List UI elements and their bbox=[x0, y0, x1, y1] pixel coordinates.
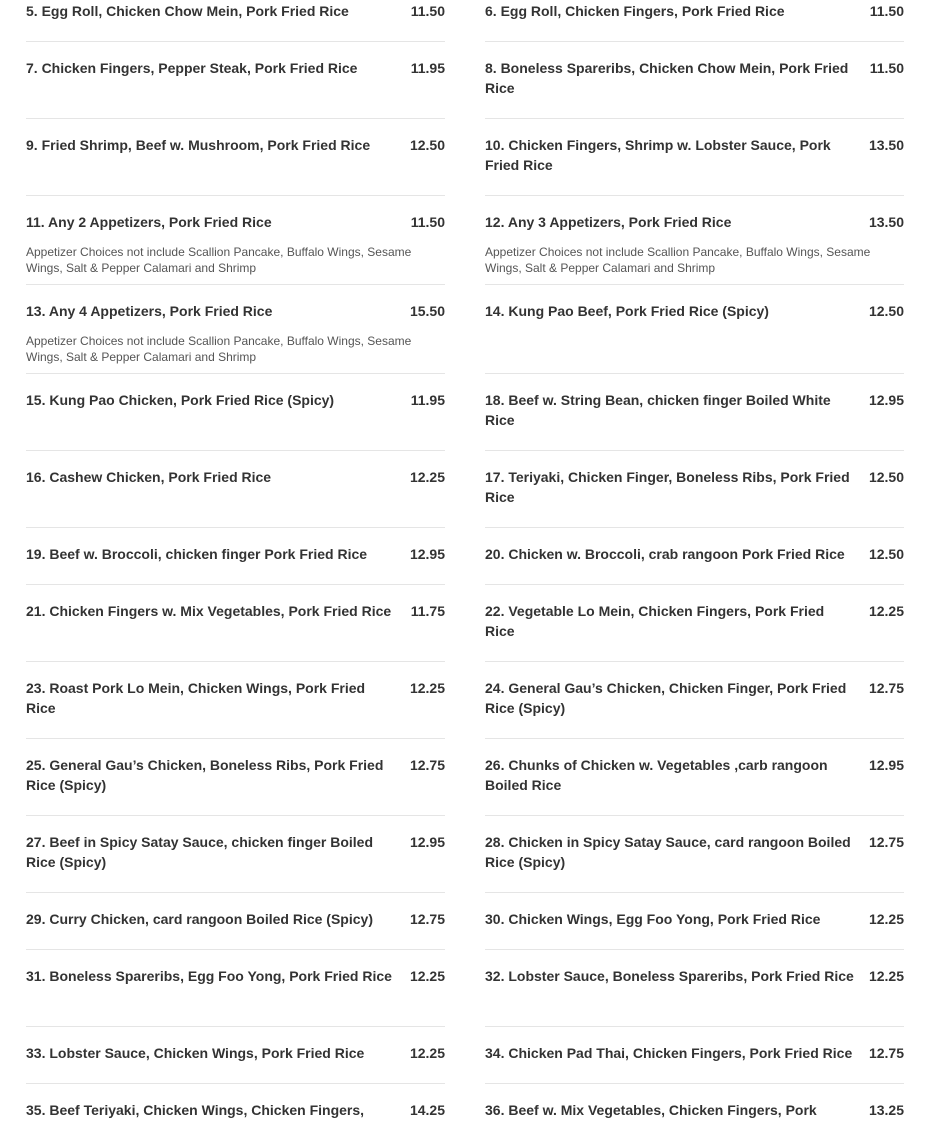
menu-item-price: 12.75 bbox=[868, 834, 904, 850]
menu-item-name: 14. Kung Pao Beef, Pork Fried Rice (Spicy) bbox=[485, 303, 769, 319]
menu-item-description: Appetizer Choices not include Scallion Pancake, Buffalo Wings, Sesame Wings, Salt & Pepper Calamari and Shrimp bbox=[26, 334, 412, 364]
menu-item-name: 23. Roast Pork Lo Mein, Chicken Wings, Pork Fried Rice bbox=[26, 680, 366, 716]
menu-item-name: 29. Curry Chicken, card rangoon Boiled Rice (Spicy) bbox=[26, 911, 373, 927]
menu-item-name: 11. Any 2 Appetizers, Pork Fried Rice bbox=[26, 214, 272, 230]
menu-item[interactable] bbox=[26, 909, 445, 950]
menu-item-price: 12.25 bbox=[868, 603, 904, 619]
menu-item-name: 31. Boneless Spareribs, Egg Foo Yong, Pork Fried Rice bbox=[26, 968, 392, 984]
menu-item-price: 12.50 bbox=[868, 546, 904, 562]
menu-item-name: 13. Any 4 Appetizers, Pork Fried Rice bbox=[26, 303, 273, 319]
menu-item-name: 34. Chicken Pad Thai, Chicken Fingers, Pork Fried Rice bbox=[485, 1045, 853, 1061]
menu-item-name: 7. Chicken Fingers, Pepper Steak, Pork Fried Rice bbox=[26, 60, 358, 76]
menu-item-name: 33. Lobster Sauce, Chicken Wings, Pork Fried Rice bbox=[26, 1045, 365, 1061]
menu-item-price: 12.25 bbox=[409, 968, 445, 984]
menu-item[interactable] bbox=[26, 832, 445, 893]
menu-item[interactable] bbox=[26, 58, 445, 119]
menu-item[interactable] bbox=[485, 58, 904, 119]
menu-item-price: 11.95 bbox=[410, 60, 445, 76]
menu-item[interactable] bbox=[26, 544, 445, 585]
menu-item[interactable] bbox=[26, 467, 445, 528]
menu-item-price: 12.25 bbox=[409, 1045, 445, 1061]
menu-item-name: 8. Boneless Spareribs, Chicken Chow Mein, Pork Fried Rice bbox=[485, 60, 849, 96]
menu-item-name: 36. Beef w. Mix Vegetables, Chicken Fingers, Pork bbox=[485, 1102, 817, 1118]
menu-item[interactable] bbox=[485, 909, 904, 950]
menu-item-price: 12.50 bbox=[868, 469, 904, 485]
menu-item-price: 15.50 bbox=[409, 303, 445, 319]
menu-item[interactable] bbox=[485, 1100, 904, 1121]
menu-item[interactable] bbox=[26, 301, 445, 374]
menu-item[interactable] bbox=[485, 1, 904, 42]
menu-item[interactable] bbox=[26, 601, 445, 662]
menu-item-price: 12.25 bbox=[868, 968, 904, 984]
menu-item-name: 30. Chicken Wings, Egg Foo Yong, Pork Fried Rice bbox=[485, 911, 821, 927]
menu-item-name: 5. Egg Roll, Chicken Chow Mein, Pork Fried Rice bbox=[26, 3, 349, 19]
menu-item-name: 20. Chicken w. Broccoli, crab rangoon Pork Fried Rice bbox=[485, 546, 845, 562]
menu-item-price: 11.75 bbox=[410, 603, 445, 619]
menu-item[interactable] bbox=[485, 544, 904, 585]
menu-item[interactable] bbox=[485, 301, 904, 374]
menu-item[interactable] bbox=[485, 966, 904, 1027]
menu-item-price: 11.50 bbox=[869, 60, 904, 76]
menu-item-name: 6. Egg Roll, Chicken Fingers, Pork Fried Rice bbox=[485, 3, 785, 19]
menu-item-name: 24. General Gau’s Chicken, Chicken Finger, Pork Fried Rice (Spicy) bbox=[485, 680, 847, 716]
menu-item-name: 35. Beef Teriyaki, Chicken Wings, Chicken Fingers, bbox=[26, 1102, 365, 1118]
menu-item-price: 11.50 bbox=[410, 3, 445, 19]
menu-item-name: 21. Chicken Fingers w. Mix Vegetables, Pork Fried Rice bbox=[26, 603, 392, 619]
menu-item[interactable] bbox=[485, 678, 904, 739]
menu-item-description: Appetizer Choices not include Scallion Pancake, Buffalo Wings, Sesame Wings, Salt & Pepper Calamari and Shrimp bbox=[26, 245, 412, 275]
menu-item-price: 12.95 bbox=[409, 834, 445, 850]
menu-item-price: 13.50 bbox=[868, 137, 904, 153]
menu-item-price: 13.50 bbox=[868, 214, 904, 230]
menu-item[interactable] bbox=[26, 1, 445, 42]
menu-item[interactable] bbox=[26, 1043, 445, 1084]
menu-item-price: 12.50 bbox=[409, 137, 445, 153]
menu-item-price: 12.75 bbox=[409, 757, 445, 773]
menu-item[interactable] bbox=[26, 390, 445, 451]
menu-item-name: 19. Beef w. Broccoli, chicken finger Pork Fried Rice bbox=[26, 546, 368, 562]
menu-item-price: 12.25 bbox=[409, 469, 445, 485]
menu-item-price: 12.75 bbox=[868, 1045, 904, 1061]
menu-item-price: 12.95 bbox=[409, 546, 445, 562]
menu-item-price: 11.50 bbox=[410, 214, 445, 230]
menu-item-price: 12.75 bbox=[409, 911, 445, 927]
menu-item-name: 16. Cashew Chicken, Pork Fried Rice bbox=[26, 469, 272, 485]
menu-item[interactable] bbox=[485, 135, 904, 196]
menu-item[interactable] bbox=[485, 755, 904, 816]
menu-item-price: 12.50 bbox=[868, 303, 904, 319]
menu-item-name: 22. Vegetable Lo Mein, Chicken Fingers, Pork Fried Rice bbox=[485, 603, 825, 639]
menu-item[interactable] bbox=[485, 832, 904, 893]
menu-item-name: 10. Chicken Fingers, Shrimp w. Lobster Sauce, Pork Fried Rice bbox=[485, 137, 831, 173]
menu-item-name: 27. Beef in Spicy Satay Sauce, chicken finger Boiled Rice (Spicy) bbox=[26, 834, 374, 870]
menu-item-name: 9. Fried Shrimp, Beef w. Mushroom, Pork Fried Rice bbox=[26, 137, 371, 153]
menu-item[interactable] bbox=[26, 755, 445, 816]
menu-item[interactable] bbox=[485, 467, 904, 528]
menu-item[interactable] bbox=[485, 390, 904, 451]
menu-item-description: Appetizer Choices not include Scallion Pancake, Buffalo Wings, Sesame Wings, Salt & Pepper Calamari and Shrimp bbox=[485, 245, 871, 275]
menu-item-name: 12. Any 3 Appetizers, Pork Fried Rice bbox=[485, 214, 732, 230]
menu-item-price: 12.95 bbox=[868, 757, 904, 773]
menu-item-name: 15. Kung Pao Chicken, Pork Fried Rice (Spicy) bbox=[26, 392, 335, 408]
menu-item-price: 12.25 bbox=[409, 680, 445, 696]
menu-item[interactable] bbox=[26, 135, 445, 196]
menu-item[interactable] bbox=[26, 966, 445, 1027]
menu-item[interactable] bbox=[485, 212, 904, 285]
menu-item-name: 17. Teriyaki, Chicken Finger, Boneless Ribs, Pork Fried Rice bbox=[485, 469, 850, 505]
menu-item[interactable] bbox=[26, 212, 445, 285]
menu-item-price: 11.50 bbox=[869, 3, 904, 19]
menu-item-price: 12.95 bbox=[868, 392, 904, 408]
menu-item[interactable] bbox=[26, 1100, 445, 1121]
menu-item-name: 25. General Gau’s Chicken, Boneless Ribs, Pork Fried Rice (Spicy) bbox=[26, 757, 384, 793]
menu-item-price: 12.25 bbox=[868, 911, 904, 927]
menu-item[interactable] bbox=[485, 601, 904, 662]
menu-item-name: 18. Beef w. String Bean, chicken finger Boiled White Rice bbox=[485, 392, 831, 428]
menu-item[interactable] bbox=[26, 678, 445, 739]
menu-item[interactable] bbox=[485, 1043, 904, 1084]
menu-item-name: 32. Lobster Sauce, Boneless Spareribs, Pork Fried Rice bbox=[485, 968, 854, 984]
menu-item-name: 28. Chicken in Spicy Satay Sauce, card rangoon Boiled Rice (Spicy) bbox=[485, 834, 851, 870]
menu-item-price: 13.25 bbox=[868, 1102, 904, 1118]
menu-item-price: 11.95 bbox=[410, 392, 445, 408]
menu-item-price: 12.75 bbox=[868, 680, 904, 696]
menu-item-name: 26. Chunks of Chicken w. Vegetables ,carb rangoon Boiled Rice bbox=[485, 757, 828, 793]
menu-item-price: 14.25 bbox=[409, 1102, 445, 1118]
